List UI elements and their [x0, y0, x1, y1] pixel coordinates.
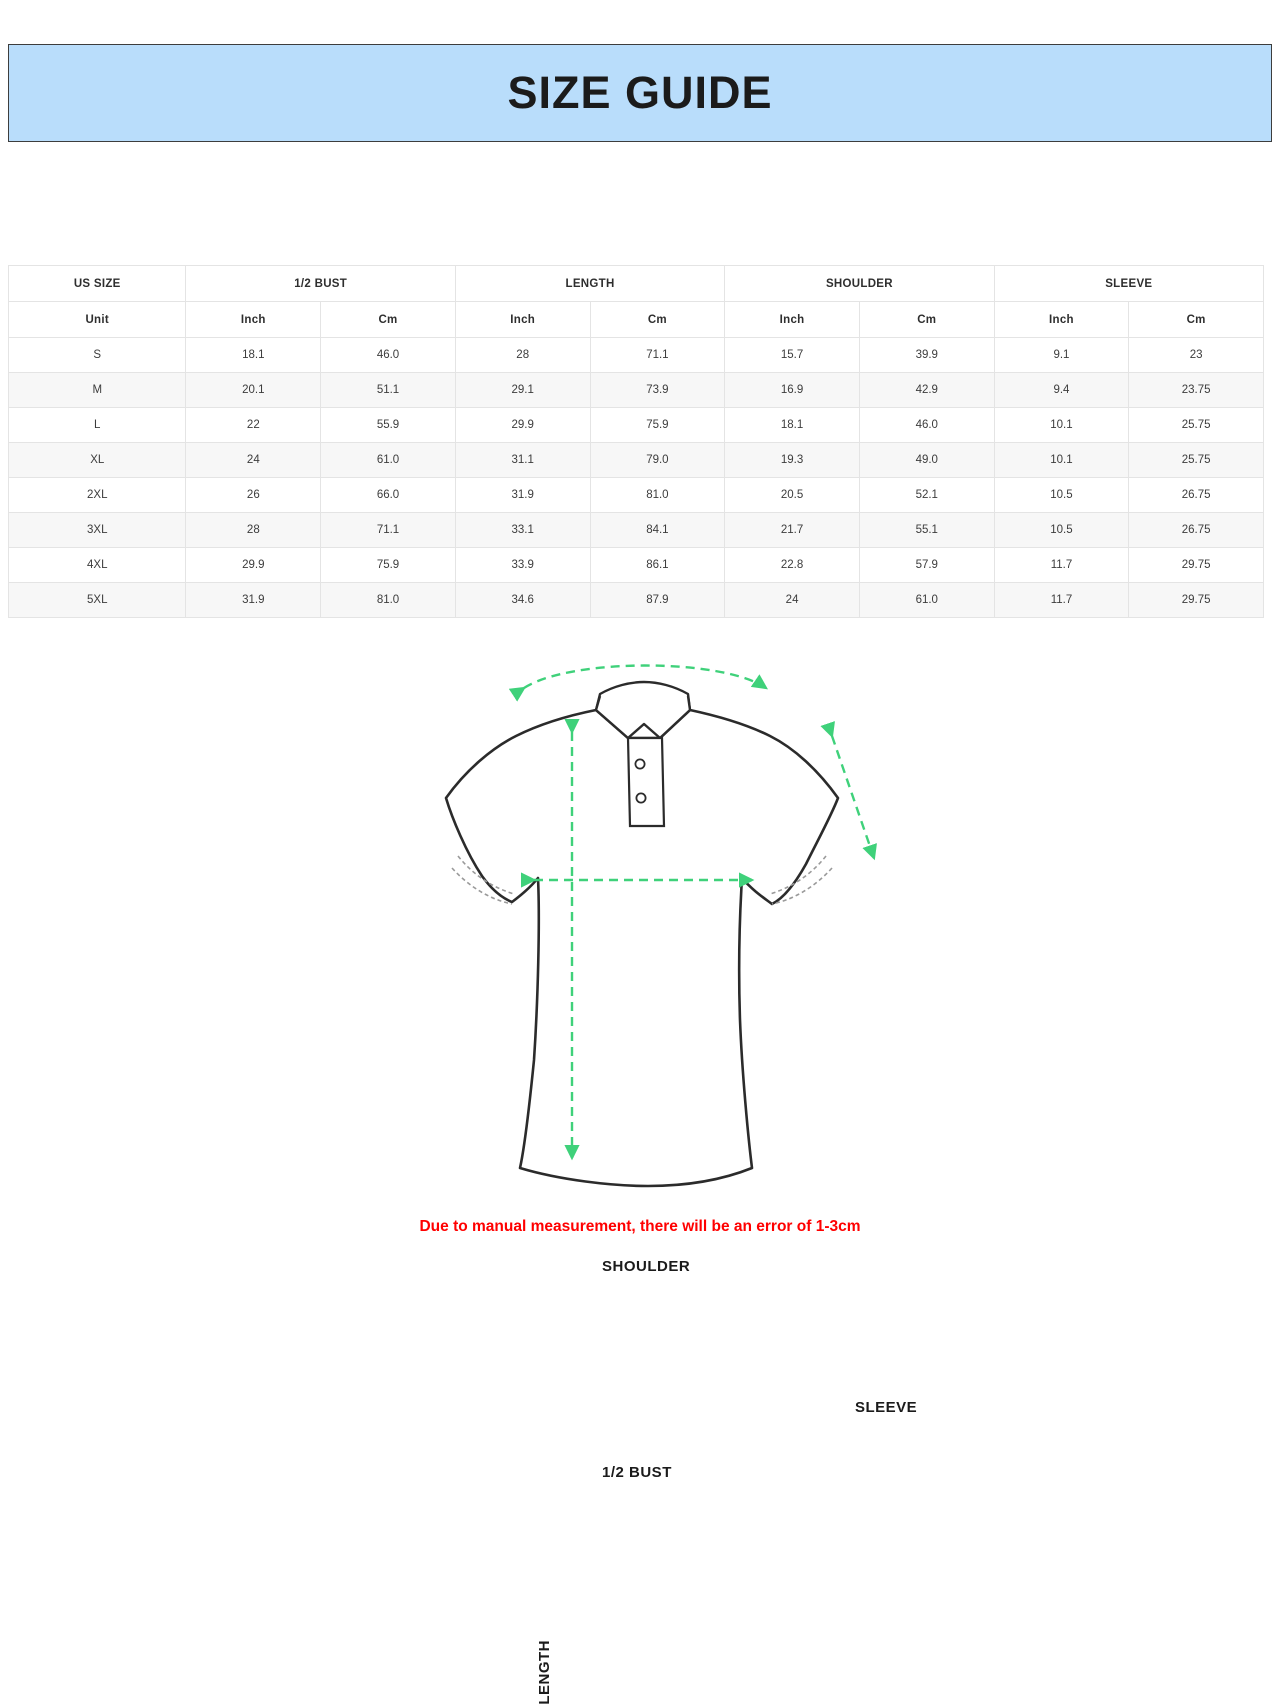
cell-shoulder-cm: 57.9 — [859, 548, 994, 583]
cell-bust-cm: 66.0 — [321, 478, 456, 513]
table-row — [9, 513, 1264, 548]
label-sleeve: SLEEVE — [855, 1399, 918, 1416]
label-shoulder: SHOULDER — [602, 1258, 691, 1275]
cell-bust-inch: 31.9 — [186, 583, 321, 618]
unit-bust-inch: Inch — [186, 302, 321, 338]
measurement-disclaimer: Due to manual measurement, there will be an error of 1-3cm — [419, 1218, 861, 1235]
cell-sleeve-cm: 29.75 — [1129, 583, 1264, 618]
cell-bust-inch: 18.1 — [186, 338, 321, 373]
cell-sleeve-cm: 23.75 — [1129, 373, 1264, 408]
cell-bust-cm: 71.1 — [321, 513, 456, 548]
unit-length-cm: Cm — [590, 302, 725, 338]
cell-sleeve-inch: 10.5 — [994, 513, 1129, 548]
cell-bust-cm: 75.9 — [321, 548, 456, 583]
size-table — [8, 265, 1264, 618]
label-half-bust: 1/2 BUST — [602, 1464, 672, 1481]
table-row — [9, 583, 1264, 618]
cell-shoulder-cm: 52.1 — [859, 478, 994, 513]
cell-bust-inch: 20.1 — [186, 373, 321, 408]
cell-bust-inch: 29.9 — [186, 548, 321, 583]
column-header-length: LENGTH — [455, 266, 724, 302]
cell-shoulder-cm: 49.0 — [859, 443, 994, 478]
cell-length-inch: 29.9 — [455, 408, 590, 443]
cell-sleeve-cm: 25.75 — [1129, 443, 1264, 478]
cell-shoulder-inch: 19.3 — [725, 443, 860, 478]
cell-bust-inch: 26 — [186, 478, 321, 513]
cell-length-inch: 31.9 — [455, 478, 590, 513]
cell-shoulder-cm: 61.0 — [859, 583, 994, 618]
cell-length-inch: 31.1 — [455, 443, 590, 478]
cell-shoulder-inch: 18.1 — [725, 408, 860, 443]
cell-bust-inch: 22 — [186, 408, 321, 443]
size-table-body — [9, 338, 1264, 618]
cell-length-cm: 71.1 — [590, 338, 725, 373]
unit-label: Unit — [9, 302, 186, 338]
table-group-header-row — [9, 266, 1264, 302]
table-row — [9, 373, 1264, 408]
cell-size: S — [9, 338, 186, 373]
cell-bust-inch: 28 — [186, 513, 321, 548]
cell-sleeve-cm: 26.75 — [1129, 513, 1264, 548]
cell-shoulder-inch: 22.8 — [725, 548, 860, 583]
cell-size: 4XL — [9, 548, 186, 583]
cell-shoulder-inch: 21.7 — [725, 513, 860, 548]
cell-shoulder-cm: 42.9 — [859, 373, 994, 408]
column-header-half-bust: 1/2 BUST — [186, 266, 455, 302]
cell-sleeve-cm: 26.75 — [1129, 478, 1264, 513]
cell-length-inch: 34.6 — [455, 583, 590, 618]
page-title: SIZE GUIDE — [507, 67, 773, 118]
column-header-sleeve: SLEEVE — [994, 266, 1263, 302]
unit-shoulder-inch: Inch — [725, 302, 860, 338]
cell-size: M — [9, 373, 186, 408]
unit-length-inch: Inch — [455, 302, 590, 338]
cell-sleeve-inch: 9.4 — [994, 373, 1129, 408]
cell-size: 2XL — [9, 478, 186, 513]
unit-bust-cm: Cm — [321, 302, 456, 338]
size-guide-banner — [8, 44, 1272, 142]
cell-bust-cm: 81.0 — [321, 583, 456, 618]
cell-length-cm: 73.9 — [590, 373, 725, 408]
polo-shirt-illustration — [0, 620, 1280, 1220]
cell-size: L — [9, 408, 186, 443]
cell-sleeve-cm: 29.75 — [1129, 548, 1264, 583]
cell-length-cm: 87.9 — [590, 583, 725, 618]
cell-sleeve-inch: 10.1 — [994, 443, 1129, 478]
cell-sleeve-inch: 9.1 — [994, 338, 1129, 373]
cell-shoulder-inch: 20.5 — [725, 478, 860, 513]
cell-length-inch: 28 — [455, 338, 590, 373]
unit-shoulder-cm: Cm — [859, 302, 994, 338]
cell-sleeve-inch: 10.1 — [994, 408, 1129, 443]
cell-shoulder-cm: 39.9 — [859, 338, 994, 373]
cell-shoulder-inch: 15.7 — [725, 338, 860, 373]
cell-sleeve-inch: 11.7 — [994, 548, 1129, 583]
cell-shoulder-cm: 46.0 — [859, 408, 994, 443]
table-unit-header-row — [9, 302, 1264, 338]
label-length: LENGTH — [536, 1640, 553, 1705]
cell-sleeve-cm: 23 — [1129, 338, 1264, 373]
column-header-us-size: US SIZE — [9, 266, 186, 302]
cell-length-inch: 33.9 — [455, 548, 590, 583]
cell-bust-cm: 55.9 — [321, 408, 456, 443]
column-header-shoulder: SHOULDER — [725, 266, 994, 302]
cell-size: 3XL — [9, 513, 186, 548]
cell-bust-cm: 51.1 — [321, 373, 456, 408]
cell-shoulder-inch: 24 — [725, 583, 860, 618]
unit-sleeve-inch: Inch — [994, 302, 1129, 338]
cell-shoulder-inch: 16.9 — [725, 373, 860, 408]
cell-length-cm: 81.0 — [590, 478, 725, 513]
cell-length-cm: 84.1 — [590, 513, 725, 548]
placket — [628, 738, 664, 826]
table-row — [9, 338, 1264, 373]
cell-bust-cm: 46.0 — [321, 338, 456, 373]
cell-length-inch: 29.1 — [455, 373, 590, 408]
cell-length-cm: 86.1 — [590, 548, 725, 583]
unit-sleeve-cm: Cm — [1129, 302, 1264, 338]
cell-length-cm: 79.0 — [590, 443, 725, 478]
size-table-head — [9, 266, 1264, 338]
table-row — [9, 478, 1264, 513]
cell-sleeve-inch: 11.7 — [994, 583, 1129, 618]
cell-size: XL — [9, 443, 186, 478]
cell-shoulder-cm: 55.1 — [859, 513, 994, 548]
cell-length-inch: 33.1 — [455, 513, 590, 548]
cell-length-cm: 75.9 — [590, 408, 725, 443]
cell-size: 5XL — [9, 583, 186, 618]
cell-bust-cm: 61.0 — [321, 443, 456, 478]
size-table-container — [8, 265, 1264, 618]
table-row — [9, 443, 1264, 478]
cell-sleeve-inch: 10.5 — [994, 478, 1129, 513]
table-row — [9, 408, 1264, 443]
table-row — [9, 548, 1264, 583]
cell-bust-inch: 24 — [186, 443, 321, 478]
cell-sleeve-cm: 25.75 — [1129, 408, 1264, 443]
